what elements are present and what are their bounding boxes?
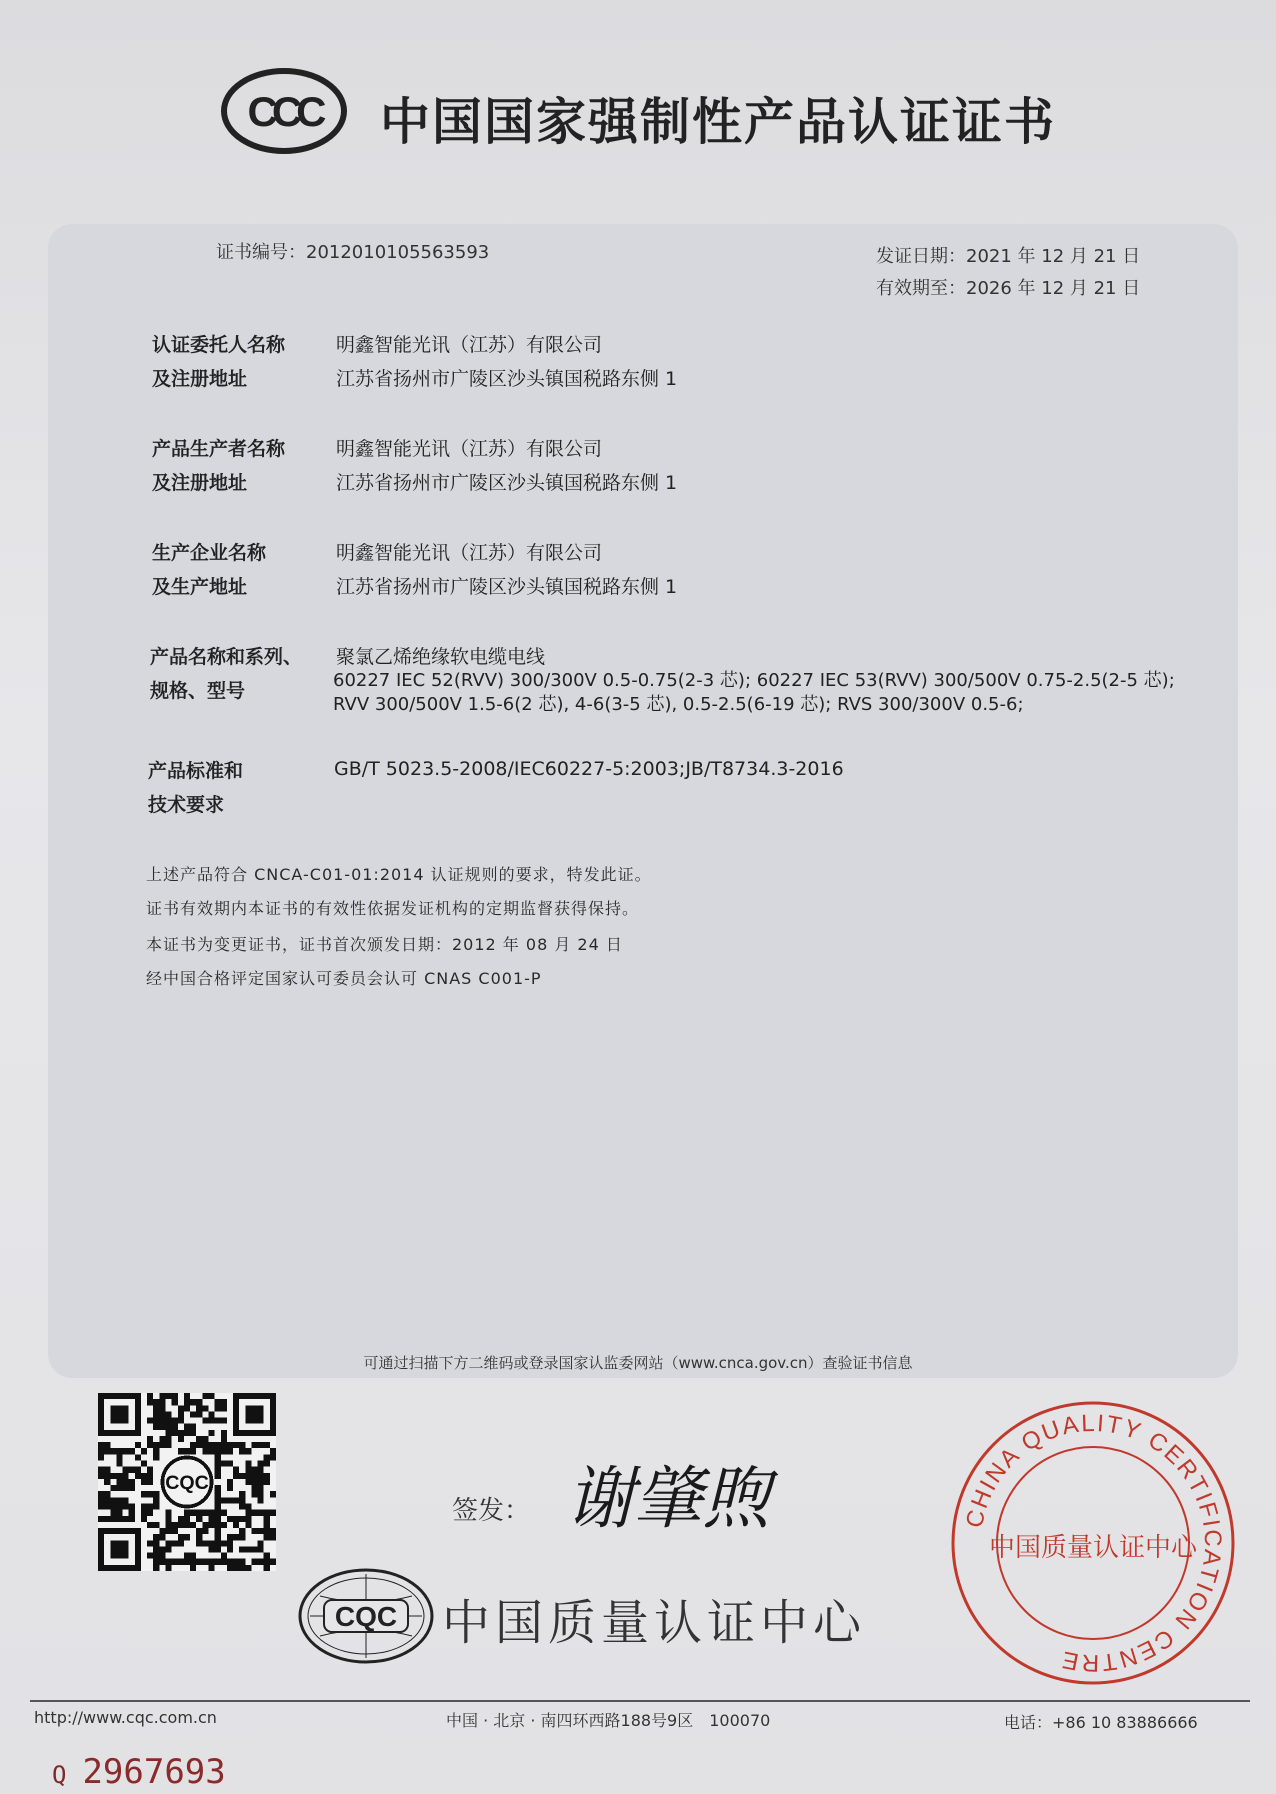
manufacturer-label: 产品生产者名称 bbox=[152, 438, 286, 460]
serial-number bbox=[52, 1752, 226, 1792]
svg-text:CQC: CQC bbox=[165, 1471, 209, 1494]
standard-label-2: 技术要求 bbox=[148, 794, 225, 816]
cqc-logo bbox=[296, 1566, 436, 1666]
issuer-name: 中国质量认证中心 bbox=[442, 1595, 867, 1651]
scan-note: 可通过扫描下方二维码或登录国家认监委网站（www.cnca.gov.cn）查验证书信息 bbox=[363, 1354, 913, 1372]
footer-website[interactable]: http://www.cqc.com.cn bbox=[34, 1708, 217, 1727]
standard-label: 产品标准和 bbox=[148, 760, 244, 782]
footer-address: 中国 · 北京 · 南四环西路188号9区 100070 bbox=[446, 1711, 771, 1730]
factory-name: 明鑫智能光讯（江苏）有限公司 bbox=[336, 542, 603, 564]
footer-phone: 电话：+86 10 83886666 bbox=[1004, 1713, 1198, 1732]
product-model-label: 规格、型号 bbox=[150, 680, 246, 702]
valid-date: 2026 年 12 月 21 日 bbox=[966, 278, 1141, 299]
signature-image bbox=[560, 1450, 810, 1550]
svg-text:CCC: CCC bbox=[247, 88, 321, 135]
svg-text:谢肇煦: 谢肇煦 bbox=[566, 1460, 771, 1539]
qr-code[interactable] bbox=[98, 1393, 276, 1571]
applicant-name: 明鑫智能光讯（江苏）有限公司 bbox=[336, 334, 603, 356]
svg-text:CQC: CQC bbox=[334, 1601, 398, 1632]
cert-number-row bbox=[216, 238, 489, 264]
cert-number: 2012010105563593 bbox=[306, 242, 490, 263]
standard-value: GB/T 5023.5-2008/IEC60227-5:2003;JB/T8734.3-2016 bbox=[334, 758, 844, 780]
statement-2: 证书有效期内本证书的有效性依据发证机构的定期监督获得保持。 bbox=[146, 899, 640, 918]
serial-prefix: Q bbox=[52, 1761, 67, 1789]
official-seal bbox=[948, 1398, 1238, 1688]
ccc-logo bbox=[220, 66, 348, 156]
factory-address-label: 及生产地址 bbox=[152, 576, 248, 598]
applicant-address: 江苏省扬州市广陵区沙头镇国税路东侧 1 bbox=[336, 368, 678, 390]
factory-address: 江苏省扬州市广陵区沙头镇国税路东侧 1 bbox=[336, 576, 678, 598]
issue-date-row bbox=[876, 242, 1140, 268]
statement-3: 本证书为变更证书，证书首次颁发日期：2012 年 08 月 24 日 bbox=[146, 935, 623, 954]
footer-divider bbox=[30, 1700, 1250, 1702]
product-name: 聚氯乙烯绝缘软电缆电线 bbox=[336, 646, 546, 668]
serial-digits: 2967693 bbox=[82, 1752, 226, 1792]
valid-date-label: 有效期至： bbox=[876, 278, 966, 299]
factory-label: 生产企业名称 bbox=[152, 542, 267, 564]
applicant-label: 认证委托人名称 bbox=[152, 334, 286, 356]
issue-date: 2021 年 12 月 21 日 bbox=[966, 246, 1141, 267]
valid-date-row bbox=[876, 274, 1140, 300]
product-spec-line-1: 60227 IEC 52(RVV) 300/300V 0.5-0.75(2-3 芯); 60227 IEC 53(RVV) 300/500V 0.75-2.5(2-5 芯); bbox=[333, 670, 1175, 691]
manufacturer-name: 明鑫智能光讯（江苏）有限公司 bbox=[336, 438, 603, 460]
product-spec-line-2: RVV 300/500V 1.5-6(2 芯), 4-6(3-5 芯), 0.5-2.5(6-19 芯); RVS 300/300V 0.5-6; bbox=[333, 694, 1024, 715]
cert-number-label: 证书编号： bbox=[216, 242, 306, 263]
signature-label: 签发： bbox=[452, 1496, 531, 1526]
certificate-title: 中国国家强制性产品认证证书 bbox=[380, 93, 1056, 151]
statement-1: 上述产品符合 CNCA-C01-01:2014 认证规则的要求，特发此证。 bbox=[146, 865, 652, 884]
applicant-address-label: 及注册地址 bbox=[152, 368, 248, 390]
manufacturer-address: 江苏省扬州市广陵区沙头镇国税路东侧 1 bbox=[336, 472, 678, 494]
product-label: 产品名称和系列、 bbox=[150, 646, 303, 668]
manufacturer-address-label: 及注册地址 bbox=[152, 472, 248, 494]
content-panel bbox=[48, 224, 1238, 1378]
issue-date-label: 发证日期： bbox=[876, 246, 966, 267]
svg-text:CHINA QUALITY CERTIFICATION CE: CHINA QUALITY CERTIFICATION CENTRE bbox=[960, 1409, 1227, 1677]
statement-4: 经中国合格评定国家认可委员会认可 CNAS C001-P bbox=[146, 969, 542, 988]
svg-text:中国质量认证中心: 中国质量认证中心 bbox=[988, 1533, 1198, 1563]
